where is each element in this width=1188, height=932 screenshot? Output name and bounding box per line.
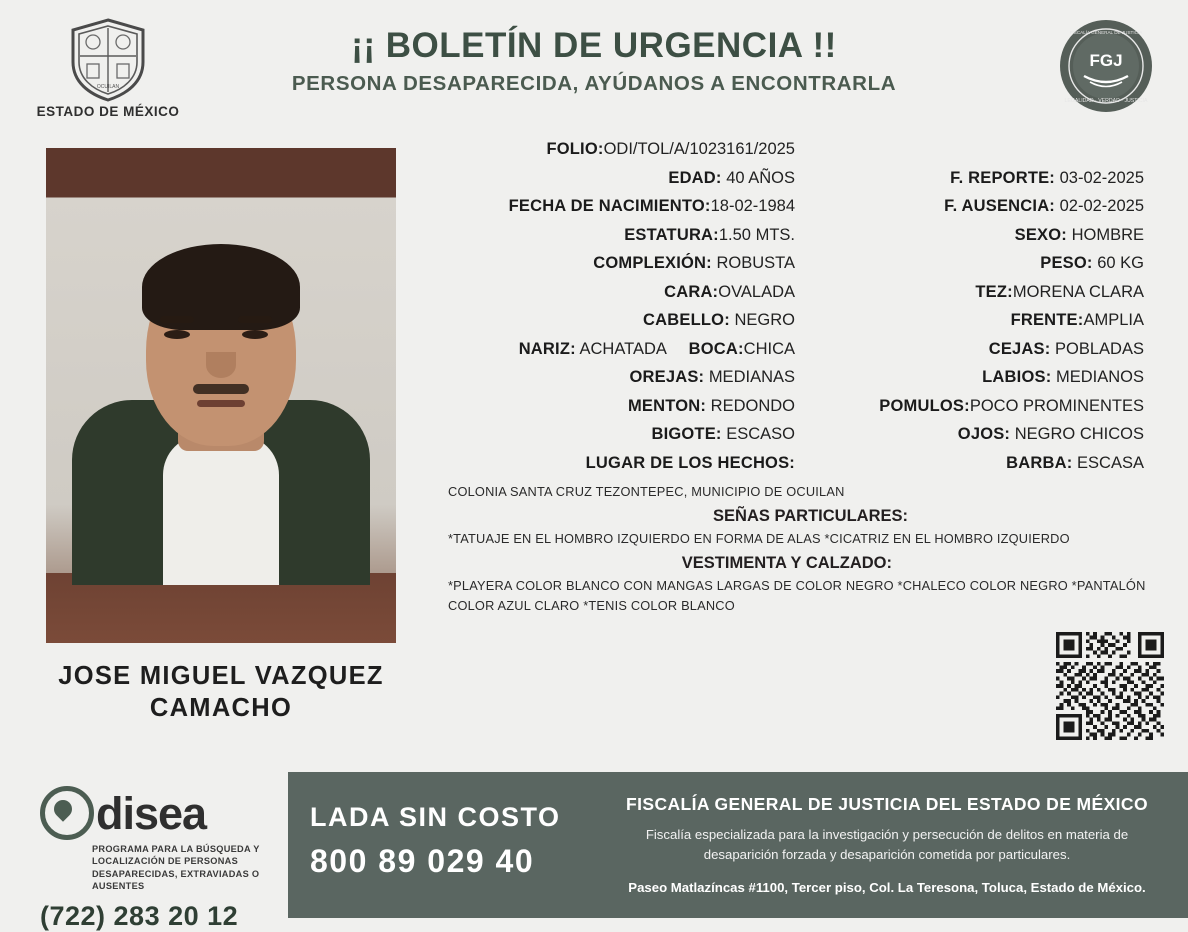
fgj-logo-icon bbox=[1058, 18, 1154, 114]
tez-label: TEZ: bbox=[975, 282, 1013, 301]
field-row-nariz-boca-cejas bbox=[420, 340, 1160, 359]
cabello-label: CABELLO: bbox=[643, 311, 730, 329]
disea-logo bbox=[40, 786, 290, 840]
lugar-hechos-block bbox=[420, 482, 1160, 501]
person-name: JOSE MIGUEL VAZQUEZ CAMACHO bbox=[58, 662, 384, 722]
fecha-nacimiento-label: FECHA DE NACIMIENTO: bbox=[508, 197, 711, 215]
vestimenta-label: VESTIMENTA Y CALZADO: bbox=[681, 554, 892, 573]
estatura-label: ESTATURA: bbox=[624, 225, 719, 244]
f-reporte-label: F. REPORTE: bbox=[950, 168, 1055, 187]
missing-person-photo bbox=[46, 148, 396, 643]
svg-text:LEGALIDAD · VERDAD · JUSTICIA: LEGALIDAD · VERDAD · JUSTICIA bbox=[1064, 98, 1148, 104]
bigote-label: BIGOTE: bbox=[651, 425, 722, 443]
orejas-value: MEDIANAS bbox=[708, 368, 795, 386]
menton-value: REDONDO bbox=[710, 396, 795, 415]
disea-program bbox=[40, 786, 290, 932]
peso-label: PESO: bbox=[1040, 254, 1093, 272]
photo-section bbox=[46, 148, 396, 725]
labios-value: MEDIANOS bbox=[1055, 368, 1144, 386]
senas-particulares-text: *TATUAJE EN EL HOMBRO IZQUIERDO EN FORMA DE ALAS *CICATRIZ EN EL HOMBRO IZQUIERDO bbox=[448, 531, 1070, 547]
disea-phone: (722) 283 20 12 bbox=[40, 900, 239, 931]
org-address: Paseo Matlazíncas #1100, Tercer piso, Col. La Teresona, Toluca, Estado de México. bbox=[628, 879, 1146, 895]
ojos-value: NEGRO CHICOS bbox=[1014, 425, 1144, 443]
boca-value: CHICA bbox=[743, 339, 795, 358]
cejas-label: CEJAS: bbox=[988, 339, 1051, 358]
disea-mark-icon bbox=[40, 786, 94, 840]
lada-label: LADA SIN COSTO bbox=[310, 802, 561, 832]
nariz-label: NARIZ: bbox=[518, 339, 576, 358]
qr-code[interactable] bbox=[1056, 632, 1164, 740]
barba-value: ESCASA bbox=[1077, 453, 1144, 472]
estatura-value: 1.50 MTS. bbox=[718, 225, 795, 244]
edad-value: 40 AÑOS bbox=[726, 168, 795, 187]
lada-number: 800 89 029 40 bbox=[310, 843, 535, 879]
lada-block bbox=[288, 772, 610, 918]
peso-value: 60 KG bbox=[1097, 254, 1144, 272]
senas-particulares-block bbox=[420, 507, 1160, 548]
orejas-label: OREJAS: bbox=[629, 368, 705, 386]
disea-wordmark: disea bbox=[96, 787, 207, 839]
folio-label: FOLIO: bbox=[546, 140, 604, 158]
fecha-nacimiento-value: 18-02-1984 bbox=[710, 197, 795, 215]
field-row-cabello-frente bbox=[420, 311, 1160, 330]
f-ausencia-value: 02-02-2025 bbox=[1059, 197, 1144, 215]
field-row-edad-reporte bbox=[420, 169, 1160, 188]
sexo-value: HOMBRE bbox=[1071, 225, 1144, 244]
svg-text:FISCALÍA GENERAL DE JUSTICIA: FISCALÍA GENERAL DE JUSTICIA bbox=[1069, 30, 1143, 35]
page-subtitle: PERSONA DESAPARECIDA, AYÚDANOS A ENCONTRARLA bbox=[291, 72, 897, 95]
boca-label: BOCA: bbox=[688, 339, 744, 358]
org-block bbox=[610, 772, 1188, 918]
field-row-orejas-labios bbox=[420, 368, 1160, 387]
org-description: Fiscalía especializada para la investigación y persecución de delitos en materia de desaparición forzada y desaparición cometida por particulares. bbox=[645, 827, 1129, 863]
footer-bar bbox=[288, 772, 1188, 918]
page-title: ¡¡ BOLETÍN DE URGENCIA !! bbox=[351, 26, 837, 65]
bigote-value: ESCASO bbox=[726, 425, 795, 443]
cara-value: OVALADA bbox=[718, 282, 795, 301]
field-row-bigote-ojos bbox=[420, 425, 1160, 444]
complexion-value: ROBUSTA bbox=[716, 254, 795, 272]
pomulos-value: POCO PROMINENTES bbox=[969, 396, 1144, 415]
vestimenta-block bbox=[420, 554, 1160, 614]
f-ausencia-label: F. AUSENCIA: bbox=[944, 197, 1055, 215]
folio-value: ODI/TOL/A/1023161/2025 bbox=[603, 140, 795, 158]
pomulos-label: POMULOS: bbox=[879, 396, 970, 415]
field-row-lugar-barba bbox=[420, 454, 1160, 473]
lugar-hechos-label: LUGAR DE LOS HECHOS: bbox=[585, 453, 795, 472]
crest-label: ESTADO DE MÉXICO bbox=[36, 104, 180, 119]
field-row-cara-tez bbox=[420, 283, 1160, 302]
cabello-value: NEGRO bbox=[734, 311, 795, 329]
ojos-label: OJOS: bbox=[957, 425, 1011, 443]
cara-label: CARA: bbox=[664, 282, 719, 301]
frente-value: AMPLIA bbox=[1083, 311, 1144, 329]
org-title: FISCALÍA GENERAL DE JUSTICIA DEL ESTADO DE MÉXICO bbox=[626, 794, 1148, 814]
bulletin-footer bbox=[0, 772, 1188, 931]
barba-label: BARBA: bbox=[1006, 453, 1073, 472]
f-reporte-value: 03-02-2025 bbox=[1059, 168, 1144, 187]
svg-text:FGJ: FGJ bbox=[1089, 51, 1123, 70]
sexo-label: SEXO: bbox=[1014, 225, 1067, 244]
field-row-folio bbox=[420, 140, 1160, 159]
labios-label: LABIOS: bbox=[982, 368, 1052, 386]
field-row-menton-pomulos bbox=[420, 397, 1160, 416]
lugar-hechos-text: COLONIA SANTA CRUZ TEZONTEPEC, MUNICIPIO DE OCUILAN bbox=[448, 484, 845, 499]
menton-label: MENTON: bbox=[627, 396, 707, 415]
bulletin-header bbox=[0, 0, 1188, 130]
field-row-complexion-peso bbox=[420, 254, 1160, 273]
disea-subtitle: PROGRAMA PARA LA BÚSQUEDA Y LOCALIZACIÓN DE PERSONAS DESAPARECIDAS, EXTRAVIADAS O AUSENTES bbox=[92, 844, 260, 892]
field-row-estatura-sexo bbox=[420, 226, 1160, 245]
person-details bbox=[420, 140, 1160, 621]
edad-label: EDAD: bbox=[668, 168, 722, 187]
vestimenta-text: *PLAYERA COLOR BLANCO CON MANGAS LARGAS DE COLOR NEGRO *CHALECO COLOR NEGRO *PANTALÓN COLOR AZUL CLARO *TENIS COLOR BLANCO bbox=[448, 578, 1146, 613]
nariz-value: ACHATADA bbox=[579, 339, 666, 358]
frente-label: FRENTE: bbox=[1010, 311, 1084, 329]
title-block bbox=[0, 26, 1188, 96]
svg-text:OCUILAN: OCUILAN bbox=[96, 84, 120, 90]
senas-particulares-label: SEÑAS PARTICULARES: bbox=[713, 507, 908, 526]
cejas-value: POBLADAS bbox=[1055, 339, 1144, 358]
tez-value: MORENA CLARA bbox=[1012, 282, 1144, 301]
complexion-label: COMPLEXIÓN: bbox=[593, 254, 712, 272]
field-row-nacimiento-ausencia bbox=[420, 197, 1160, 216]
